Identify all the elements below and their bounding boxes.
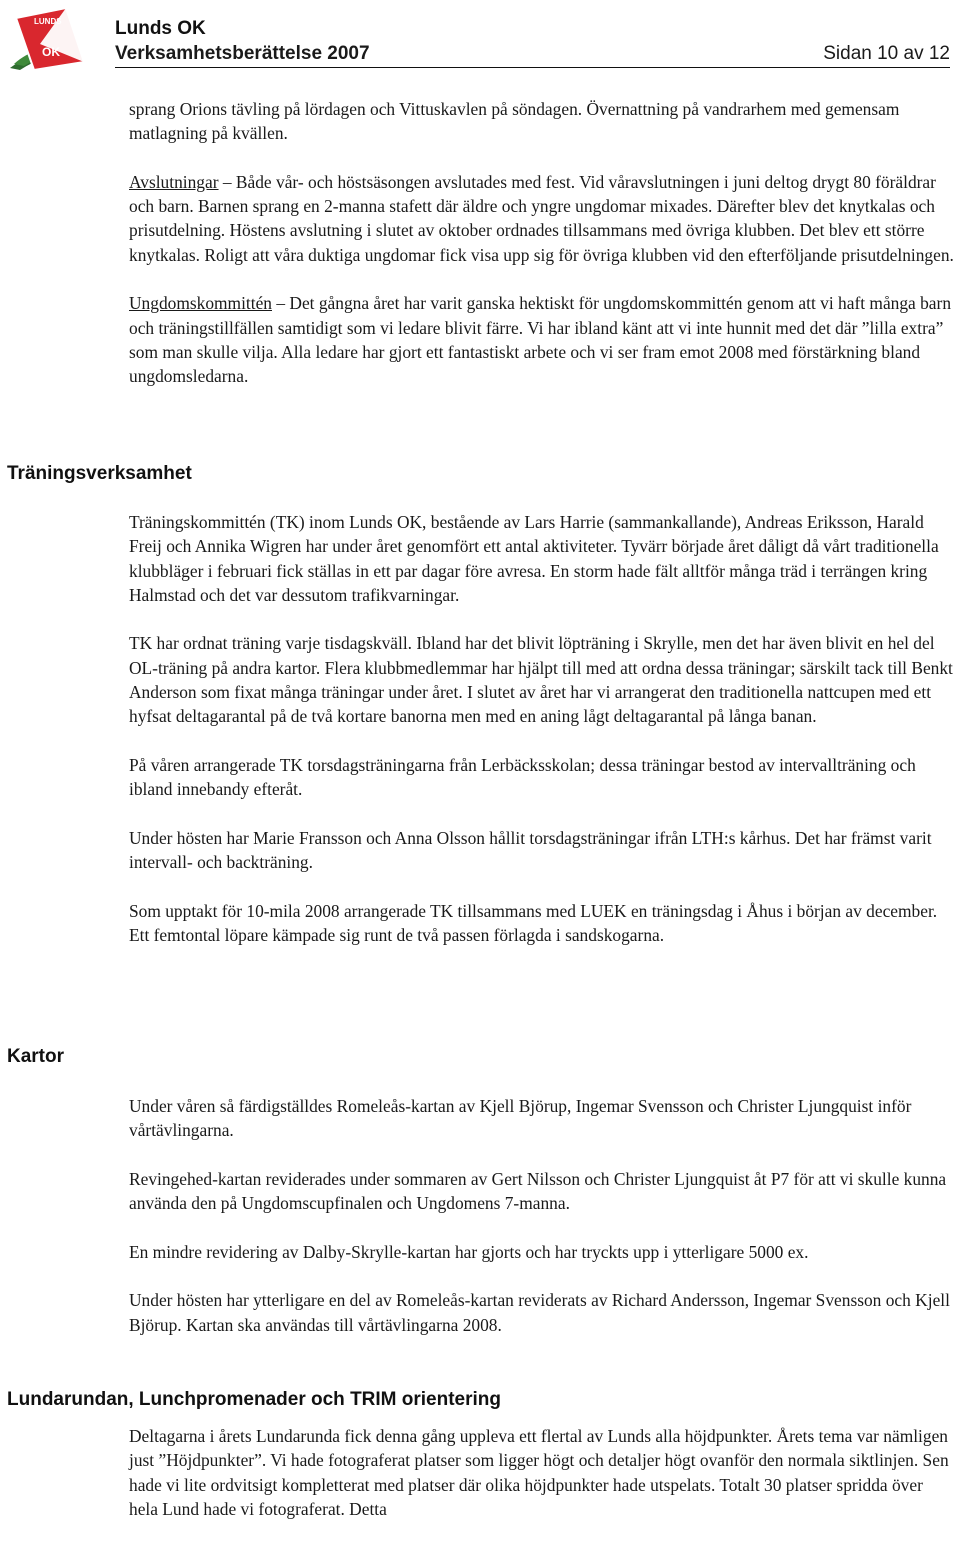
paragraph-text: – Både vår- och höstsäsongen avslutades med fest. Vid våravslutningen i juni deltog drygt 80 föräldrar och barn. Barnen sprang en 2-manna stafett där äldre och yngre ungdomar mixades. Därefter blev det knytkalas och prisutdelning. Höstens avslutning i slutet av oktober ordnades tillsammans med övriga klubben. Det blev ett större knytkalas. Roligt att våra duktiga ungdomar fick visa upp sig för övriga klubben vid den efterföljande prisutdelningen. <box>129 171 954 265</box>
paragraph <box>129 291 955 388</box>
maps-section <box>129 1094 955 1361</box>
paragraph-label: Avslutningar <box>129 171 219 192</box>
section-heading-lundarundan: Lundarundan, Lunchpromenader och TRIM orientering <box>7 1389 502 1410</box>
paragraph <box>129 170 955 267</box>
paragraph: Träningskommittén (TK) inom Lunds OK, bestående av Lars Harrie (sammankallande), Andreas Eriksson, Harald Freij och Annika Wigren har under året genomfört ett antal aktiviteter. Tyvärr började året dåligt då vårt traditionella klubbläger i februari fick ställas in ett par dagar före avresa. En storm hade fält alltför många träd i terrängen kring Halmstad och det var dessutom trafikvarningar. <box>129 512 939 605</box>
paragraph: Under hösten har Marie Fransson och Anna Olsson hållit torsdagsträningar ifrån LTH:s kårhus. Det har främst varit intervall- och backträning. <box>129 827 932 873</box>
paragraph: En mindre revidering av Dalby-Skrylle-kartan har gjorts och har tryckts upp i ytterligare 5000 ex. <box>129 1241 809 1262</box>
section-heading-training: Träningsverksamhet <box>7 463 192 484</box>
paragraph: Under våren så färdigställdes Romeleås-kartan av Kjell Björup, Ingemar Svensson och Christer Ljungquist inför vårtävlingarna. <box>129 1096 912 1141</box>
paragraph: Under hösten har ytterligare en del av Romeleås-kartan reviderats av Richard Andersson, Ingemar Svensson och Kjell Björup. Kartan ska användas till vårtävlingarna 2008. <box>129 1290 950 1335</box>
organization-name: Lunds OK <box>115 18 206 39</box>
lundarundan-section <box>129 1424 955 1545</box>
paragraph: Revingehed-kartan reviderades under sommaren av Gert Nilsson och Christer Ljungquist åt P7 för att vi skulle kunna använda den på Ungdomscupfinalen och Ungdomens 7-manna. <box>129 1168 947 1214</box>
paragraph: På våren arrangerade TK torsdagsträningarna från Lerbäcksskolan; dessa träningar bestod av intervallträning och ibland innebandy efteråt. <box>129 754 916 800</box>
paragraph: Som upptakt för 10-mila 2008 arrangerade TK tillsammans med LUEK en träningsdag i Åhus i början av december. Ett femtontal löpare kämpade sig runt de två passen förlagda i sandskogarna. <box>129 900 938 946</box>
club-logo <box>6 4 106 72</box>
section-heading-maps: Kartor <box>7 1046 65 1067</box>
report-title: Verksamhetsberättelse 2007 <box>115 43 370 64</box>
page-header <box>0 0 960 75</box>
paragraph: TK har ordnat träning varje tisdagskväll. Ibland har det blivit löpträning i Skrylle, men det har även blivit en hel del OL-träning på andra kartor. Flera klubbmedlemmar har hjälpt till med att ordna dessa träningar; särskilt tack till Benkt Anderson som fixat många träningar under året. I slutet av året har vi arrangerat den traditionella nattcupen med ett hyfsat deltagarantal på de två kortare banorna men med en aning lågt deltagarantal på långa banan. <box>129 633 953 727</box>
intro-section <box>129 97 955 413</box>
paragraph-label: Ungdomskommittén <box>129 293 272 314</box>
paragraph: sprang Orions tävling på lördagen och Vittuskavlen på söndagen. Övernattning på vandrarhem med gemensam matlagning på kvällen. <box>129 99 900 144</box>
page-number: Sidan 10 av 12 <box>823 43 950 64</box>
paragraph-text: – Det gångna året har varit ganska hektiskt för ungdomskommittén genom att vi haft många barn och träningstillfällen samtidigt som vi ledare blivit färre. Vi har ibland känt att vi inte hunnit med det där ”lilla extra” som man skulle vilja. Alla ledare har gjort ett fantastiskt arbete och vi ser fram emot 2008 med förstärkning bland ungdomsledarna. <box>129 293 952 387</box>
header-rule <box>115 43 950 68</box>
paragraph: Deltagarna i årets Lundarunda fick denna gång uppleva ett flertal av Lunds alla höjdpunkter. Årets tema var nämligen just ”Höjdpunkter”. Vi hade fotograferat platser som ligger högt och detaljer högt ovanför den normala siktlinjen. Sen hade vi lite ordvitsigt kompletterat med platser där olika höjdpunkter hade utspelats. Totalt 30 platser spridda över hela Lund hade vi fotograferat. Detta <box>129 1426 949 1519</box>
svg-text:OK: OK <box>42 45 60 59</box>
logo-lettering: LUNDS <box>34 17 62 26</box>
training-section <box>129 510 955 972</box>
